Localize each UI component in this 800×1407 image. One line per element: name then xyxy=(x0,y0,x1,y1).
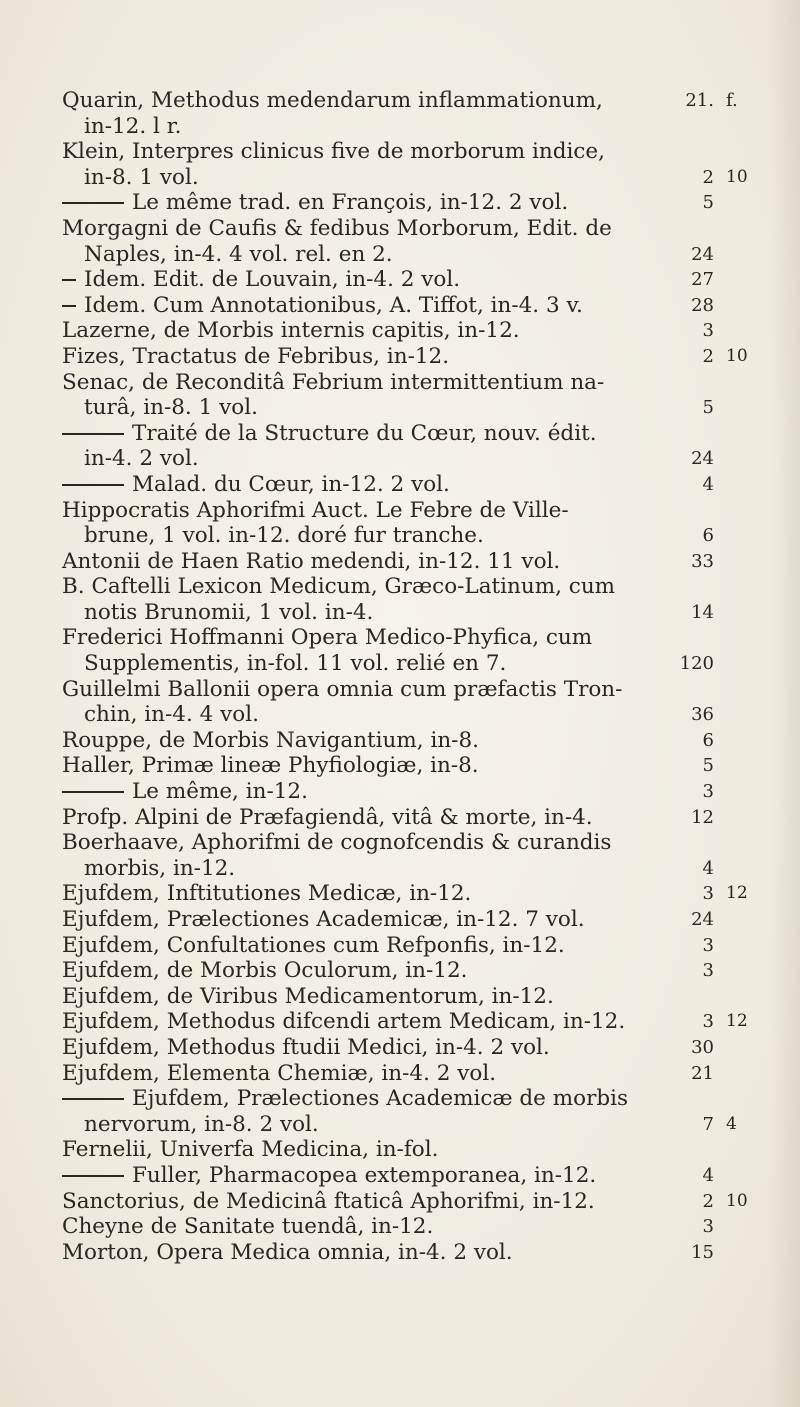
book-entry xyxy=(62,984,762,1010)
entry-title: Ejufdem, de Viribus Medicamentorum, in-12. xyxy=(62,983,554,1009)
book-entry xyxy=(62,958,762,984)
book-entry xyxy=(62,574,762,625)
price-livres: 7 xyxy=(702,1113,714,1135)
book-entry xyxy=(62,1086,762,1137)
price-sous: 10 xyxy=(726,1190,748,1211)
price-livres: 3 xyxy=(702,320,714,342)
entry-title: Sanctorius, de Medicinâ ftaticâ Aphorifmi, in-12. xyxy=(62,1188,595,1214)
entry-title: Malad. du Cœur, in-12. 2 vol. xyxy=(132,471,450,497)
entry-title: Senac, de Reconditâ Febrium intermittentium na- xyxy=(62,369,605,395)
price-livres: 24 xyxy=(691,909,714,930)
entry-continuation: Naples, in-4. 4 vol. rel. en 2. xyxy=(84,241,393,267)
price-livres: 3 xyxy=(702,1011,714,1033)
price-sous: 10 xyxy=(726,345,748,366)
entry-title: Ejufdem, Prælectiones Academicæ de morbis xyxy=(132,1086,629,1112)
book-entry xyxy=(62,421,762,472)
book-entry xyxy=(62,1137,762,1163)
price-livres: 30 xyxy=(691,1036,714,1058)
price-livres: 2 xyxy=(702,1190,714,1212)
entry-title: Cheyne de Sanitate tuendâ, in-12. xyxy=(62,1214,434,1240)
entry-continuation: nervorum, in-8. 2 vol. xyxy=(84,1111,319,1137)
price-livres: 5 xyxy=(702,192,714,214)
book-entry xyxy=(62,370,762,421)
book-entry xyxy=(62,1061,762,1087)
entry-title: Ejufdem, Inftitutiones Medicæ, in-12. xyxy=(62,881,472,907)
book-entry xyxy=(62,1035,762,1061)
entry-title: Fernelii, Univerfa Medicina, in-fol. xyxy=(62,1137,439,1163)
ditto-dash xyxy=(62,791,124,793)
price-livres: 2 xyxy=(702,345,714,367)
entry-title: Boerhaave, Aphorifmi de cognofcendis & curandis xyxy=(62,830,612,856)
sous-column-label: f. xyxy=(726,90,738,111)
book-entry xyxy=(62,779,762,805)
book-entry xyxy=(62,677,762,728)
ditto-dash xyxy=(62,1175,124,1177)
entry-title: Traité de la Structure du Cœur, nouv. édit. xyxy=(132,420,597,446)
price-livres: 3 xyxy=(702,960,714,982)
entry-title: Le même trad. en François, in-12. 2 vol. xyxy=(132,190,569,216)
price-livres: 5 xyxy=(702,755,714,777)
entry-title: Morgagni de Caufis & fedibus Morborum, Edit. de xyxy=(62,215,612,241)
book-entry xyxy=(62,933,762,959)
ditto-dash xyxy=(62,202,124,204)
entry-title: Idem. Edit. de Louvain, in-4. 2 vol. xyxy=(84,267,461,293)
book-entry xyxy=(62,344,762,370)
book-entry xyxy=(62,805,762,831)
book-entry xyxy=(62,498,762,549)
entry-title: Idem. Cum Annotationibus, A. Tiffot, in-4. 3 v. xyxy=(84,292,583,318)
livres-column-label: 21. xyxy=(685,90,714,111)
book-entry xyxy=(62,830,762,881)
price-livres: 5 xyxy=(702,397,714,419)
book-entry xyxy=(62,881,762,907)
entry-title: Ejufdem, Confultationes cum Refponfis, in-12. xyxy=(62,932,565,958)
entry-title: Le même, in-12. xyxy=(132,779,308,805)
entry-continuation: Supplementis, in-fol. 11 vol. relié en 7. xyxy=(84,651,507,677)
entry-continuation: brune, 1 vol. in-12. doré fur tranche. xyxy=(84,523,484,549)
entry-title: Ejufdem, Elementa Chemiæ, in-4. 2 vol. xyxy=(62,1060,497,1086)
entry-title: Rouppe, de Morbis Navigantium, in-8. xyxy=(62,727,479,753)
price-livres: 4 xyxy=(702,857,714,879)
book-entry xyxy=(62,907,762,933)
book-entry xyxy=(62,1214,762,1240)
entry-continuation: chin, in-4. 4 vol. xyxy=(84,702,259,728)
price-sous: 12 xyxy=(726,883,748,904)
price-livres: 4 xyxy=(702,1164,714,1186)
book-entry xyxy=(62,88,762,139)
price-livres: 27 xyxy=(691,269,714,291)
entry-title: Klein, Interpres clinicus five de morborum indice, xyxy=(62,139,605,165)
book-entry xyxy=(62,472,762,498)
entry-title: Haller, Primæ lineæ Phyfiologiæ, in-8. xyxy=(62,753,479,779)
entry-title: Fuller, Pharmacopea extemporanea, in-12. xyxy=(132,1162,597,1188)
book-entry xyxy=(62,139,762,190)
price-livres: 6 xyxy=(702,729,714,751)
book-entry xyxy=(62,216,762,267)
entry-title: Morton, Opera Medica omnia, in-4. 2 vol. xyxy=(62,1239,513,1265)
entry-continuation: notis Brunomii, 1 vol. in-4. xyxy=(84,599,374,625)
price-livres: 6 xyxy=(702,525,714,547)
price-livres: 4 xyxy=(702,473,714,495)
price-livres: 28 xyxy=(691,294,714,316)
price-livres: 15 xyxy=(691,1241,714,1263)
book-entry xyxy=(62,1009,762,1035)
price-livres: 12 xyxy=(691,806,714,828)
price-livres: 36 xyxy=(691,704,714,726)
entry-title: Fizes, Tractatus de Febribus, in-12. xyxy=(62,343,450,369)
price-livres: 120 xyxy=(679,653,714,675)
book-entry xyxy=(62,1240,762,1266)
ditto-dash xyxy=(62,305,76,307)
book-entry xyxy=(62,753,762,779)
price-livres: 3 xyxy=(702,781,714,803)
entry-continuation: in-8. 1 vol. xyxy=(84,164,199,190)
price-livres: 24 xyxy=(691,448,714,470)
entry-title: Profp. Alpini de Præfagiendâ, vitâ & morte, in-4. xyxy=(62,804,593,830)
entry-title: Quarin, Methodus medendarum inflammationum, xyxy=(62,88,603,113)
book-entry xyxy=(62,625,762,676)
book-entry xyxy=(62,1163,762,1189)
price-livres: 33 xyxy=(691,550,714,572)
book-price-list xyxy=(62,88,762,1265)
entry-continuation: turâ, in-8. 1 vol. xyxy=(84,395,258,421)
ditto-dash xyxy=(62,484,124,486)
book-entry xyxy=(62,1189,762,1215)
book-entry xyxy=(62,549,762,575)
book-entry xyxy=(62,267,762,293)
ditto-dash xyxy=(62,433,124,435)
entry-title: Ejufdem, Prælectiones Academicæ, in-12. 7 vol. xyxy=(62,907,585,932)
entry-title: Antonii de Haen Ratio medendi, in-12. 11 vol. xyxy=(62,548,561,574)
entry-continuation: in-4. 2 vol. xyxy=(84,446,199,472)
entry-title: Ejufdem, Methodus difcendi artem Medicam, in-12. xyxy=(62,1009,626,1035)
price-livres: 2 xyxy=(702,166,714,188)
price-livres: 3 xyxy=(702,934,714,956)
entry-title: Ejufdem, de Morbis Oculorum, in-12. xyxy=(62,958,468,984)
price-livres: 3 xyxy=(702,1216,714,1238)
ditto-dash xyxy=(62,279,76,281)
book-entry xyxy=(62,318,762,344)
entry-title: Frederici Hoffmanni Opera Medico-Phyfica, cum xyxy=(62,625,593,651)
entry-title: Hippocratis Aphorifmi Auct. Le Febre de Ville- xyxy=(62,497,569,523)
entry-title: Lazerne, de Morbis internis capitis, in-12. xyxy=(62,318,520,344)
entry-title: B. Caftelli Lexicon Medicum, Græco-Latinum, cum xyxy=(62,574,616,600)
book-entry xyxy=(62,728,762,754)
entry-title: Guillelmi Ballonii opera omnia cum præfactis Tron- xyxy=(62,676,623,702)
ditto-dash xyxy=(62,1098,124,1100)
book-entry xyxy=(62,293,762,319)
price-sous: 4 xyxy=(726,1113,737,1134)
book-entry xyxy=(62,190,762,216)
price-livres: 24 xyxy=(691,243,714,265)
entry-continuation: in-12. l r. xyxy=(84,113,182,139)
price-sous: 12 xyxy=(726,1011,748,1032)
price-sous: 10 xyxy=(726,166,748,187)
entry-continuation: morbis, in-12. xyxy=(84,855,236,881)
price-livres: 3 xyxy=(702,883,714,905)
entry-title: Ejufdem, Methodus ftudii Medici, in-4. 2 vol. xyxy=(62,1034,550,1060)
price-livres: 21 xyxy=(691,1062,714,1084)
price-livres: 14 xyxy=(691,601,714,623)
